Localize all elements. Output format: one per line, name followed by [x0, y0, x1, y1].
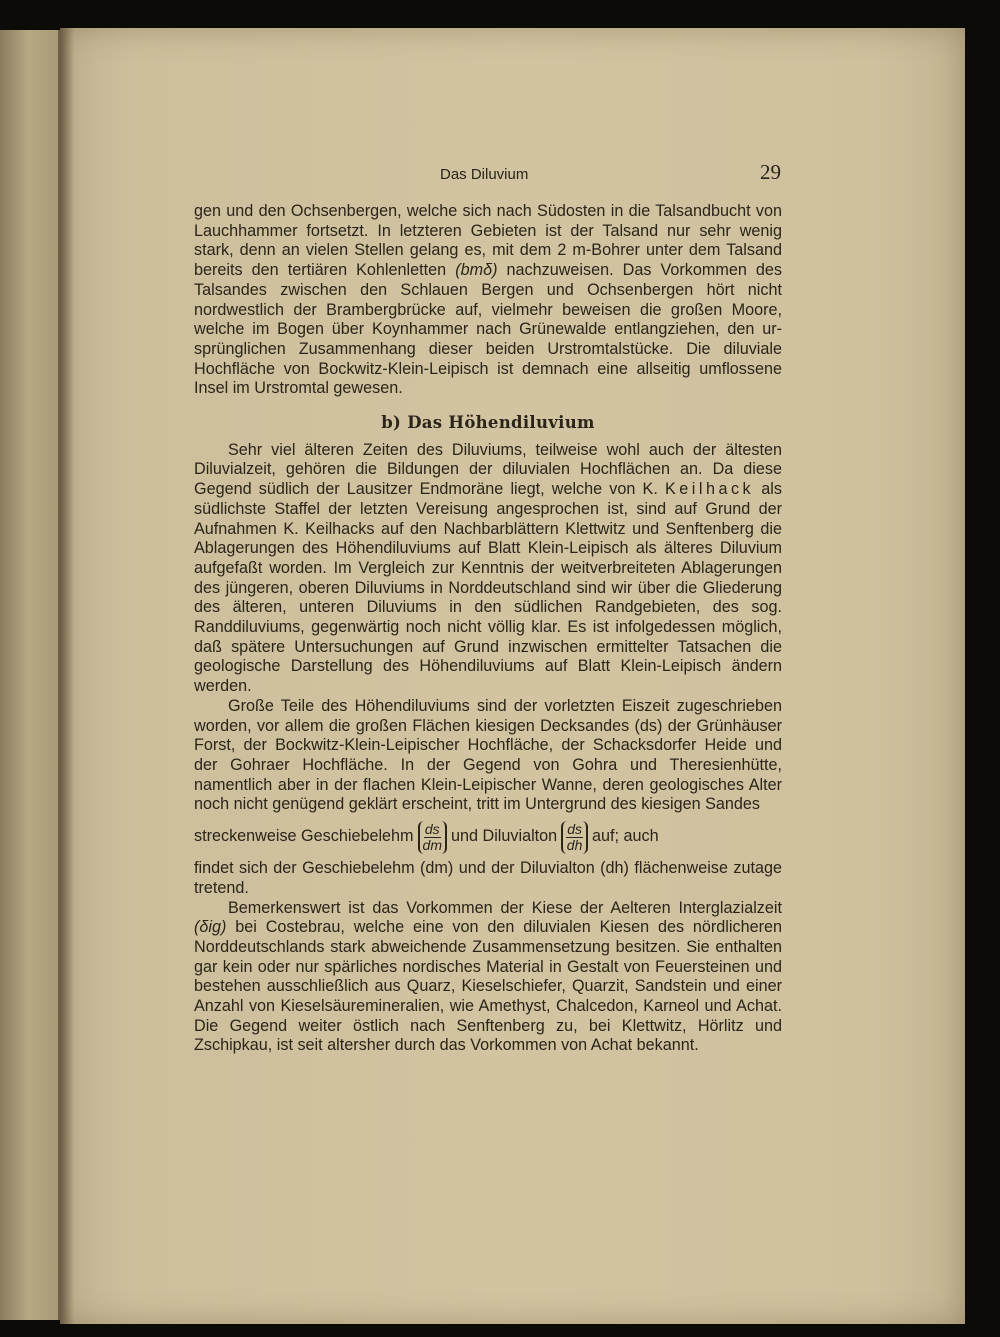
page-number: 29	[760, 160, 781, 184]
geologic-symbol-dig: (δig)	[194, 918, 227, 937]
fraction-denominator: dm	[422, 836, 442, 853]
fraction-ds-dm	[418, 821, 447, 854]
formula-text-2: und Diluvialton	[451, 827, 558, 846]
paragraph-4-text: Bemerkenswert ist das Vorkommen der Kiese der Aelteren Interglazialzeit	[228, 898, 782, 917]
paragraph-3-text: Große Teile des Höhendiluviums sind der vorletzten Eiszeit zugeschrieben worden, vor allem die großen Flächen kiesigen Decksandes (ds) der Grünhäuser Forst, der Bockwitz-Klein-Leipischer Hochfläche, der Schacksdorfer Heide und der Gohraer Hochfläche. In der Gegend von Gohra und Theresienhütte, namentlich aber in der flachen Klein-Leipischer Wanne, deren geologisches Alter noch nicht genügend geklärt erscheint, tritt im Untergrund des kiesigen Sandes	[194, 696, 782, 814]
formula-text-1: streckenweise Geschiebelehm	[194, 827, 414, 846]
paragraph-2	[194, 441, 782, 697]
paragraph-3-continued	[194, 859, 782, 898]
paragraph-3-text-after: findet sich der Geschiebelehm (dm) und der Diluvialton (dh) flächenweise zutage tretend.	[194, 859, 782, 897]
page-gutter-shadow	[60, 28, 74, 1324]
paragraph-1-text: gen und den Ochsenbergen, welche sich nach Südosten in die Talsandbucht von Lauchhammer fortsetzt. In letzteren Gebieten ist der Talsand nur sehr wenig stark, denn an vielen Stellen gelang es, mit dem 2 m-Bohrer unter dem Talsand bereits den tertiären Kohlenletten	[194, 202, 782, 280]
paragraph-4-text-after: bei Costebrau, welche eine von den diluvialen Kiesen des nördlicheren Norddeutschlands stark abweichende Zusammensetzung besitzen. Sie enthalten gar kein oder nur spärliches nordisches Material in Gestalt von Feuersteinen und bestehen ausschließlich aus Quarz, Kieselschiefer, Quarzit, Sandstein und einer Anzahl von Kieselsäuremineralien, wie Amethyst, Chalcedon, Karneol und Achat. Die Gegend weiter östlich nach Senftenberg zu, bei Klettwitz, Hörlitz und Zschipkau, ist seit altersher durch das Vorkommen von Achat bekannt.	[194, 918, 782, 1055]
section-heading: b) Das Höhendiluvium	[381, 413, 595, 433]
formula-line	[194, 815, 782, 859]
paragraph-2-text: Sehr viel älteren Zeiten des Diluviums, teilweise wohl auch der ältesten Diluvialzeit, gehören die Bildungen der diluvialen Hochflächen an. Da diese Gegend südlich der Lausitzer Endmoräne liegt, welche von K.	[194, 440, 782, 499]
paragraph-1	[194, 202, 782, 399]
body-text	[194, 202, 782, 1056]
formula-text-3: auf; auch	[591, 827, 659, 846]
paragraph-2-text-after: als südlichste Staffel der letzten Vereisung angesprochen ist, sind auf Grund der Aufnahmen K. Keilhacks auf den Nachbarblättern Klettwitz und Senftenberg die Ablagerungen des Höhendiluviums auf Blatt Klein-Leipisch als älteres Diluvium aufgefaßt worden. Im Vergleich zur Kenntnis der weitverbreiteten Ablagerungen des jüngeren, oberen Diluviums in Norddeutschland sind wir über die Gliederung des älteren, unteren Diluviums in den südlichen Randgebieten, des sog. Randdiluviums, gegenwärtig noch nicht völlig klar. Es ist infolgedessen möglich, daß spätere Untersuchungen auf Grund inzwischen ermittelter Tatsachen die geologische Darstellung des Höhendiluviums auf Blatt Klein-Leipisch ändern werden.	[194, 480, 782, 696]
geologic-symbol-bmd: (bmδ)	[455, 261, 498, 280]
fraction-ds-dh	[561, 821, 588, 854]
running-title: Das Diluvium	[440, 166, 529, 183]
paragraph-3	[194, 697, 782, 815]
fraction-numerator: ds	[424, 820, 440, 837]
fraction-denominator: dh	[566, 836, 583, 853]
fraction-numerator: ds	[567, 820, 582, 837]
paragraph-1-text-after: nachzuweisen. Das Vorkommen des Talsandes zwischen den Schlauen Bergen und Ochsenbergen hört nicht nordwestlich der Brambergbrücke auf, vielmehr beweisen die großen Moore, welche im Bogen über Koynhammer nach Grünewalde entlangziehen, den ursprünglichen Zusammenhang dieser beiden Urstromtalstücke. Die diluviale Hochfläche von Bockwitz-Klein-Leipisch ist demnach eine allseitig umflossene Insel im Urstromtal gewesen.	[194, 261, 783, 398]
author-name-spaced: Keilhack	[664, 480, 755, 499]
facing-page-edge	[0, 30, 60, 1320]
paragraph-4	[194, 899, 782, 1057]
